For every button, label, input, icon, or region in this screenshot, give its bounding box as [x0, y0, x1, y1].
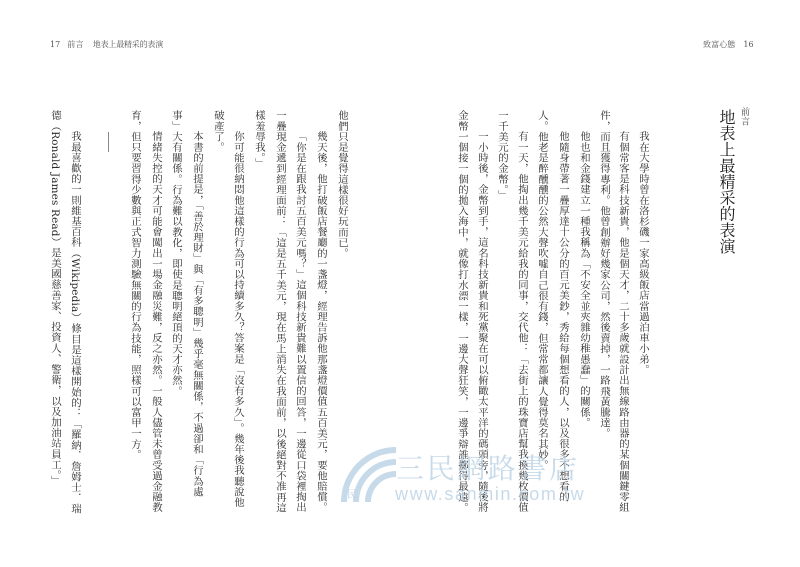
- chapter-title: 地表上最精采的表演: [717, 109, 736, 254]
- left-running-head: [50, 40, 163, 50]
- text-column: 有個常客是科技新貴，他是個天才，二十多歲就設計出無線路由器的某個關鍵零組: [617, 131, 629, 513]
- text-column: 本書的前提是，「善於理財」與「有多聰明」幾乎毫無關係，不過卻和「行為處: [191, 131, 203, 497]
- text-column: 我最喜歡的一則維基百科（Wikipedia）條目是這樣開始的：「羅納．詹姆士．瑞: [69, 131, 81, 514]
- text-column: 金幣一個接一個的拋入海中，就像打水漂一樣，一邊大聲狂笑，一邊爭辯誰擲得最遠。: [456, 110, 468, 513]
- text-column: 幾天後，他打破飯店餐廳的一盞燈，經理告訴他那盞燈價值五百美元，要他賠償。: [315, 131, 327, 513]
- watermark-store-name: 三民網路書店: [396, 452, 580, 485]
- text-column: 情緒失控的天才可能會闖出一場金融災難，反之亦然。一般人儘管未曾受過金融教: [150, 131, 162, 513]
- right-header-book-title: 致富心態: [703, 40, 736, 49]
- watermark-logo-char: 民: [347, 490, 357, 501]
- text-column: 我在大學時曾在洛杉磯一家高級飯店當過泊車小弟。: [637, 131, 649, 375]
- text-column: 有一天，他掏出幾千美元給我的同事，交代他：「去街上的珠寶店幫我換幾枚價值: [516, 131, 528, 513]
- text-column: 德（Ronald James Read）是美國慈善家、投資人、警衛，以及加油站員工。」: [49, 110, 61, 486]
- chapter-label: 前言: [739, 107, 749, 126]
- text-column: 「你是在跟我討五百美元嗎？」這個科技新貴難以置信的回答，一邊從口袋裡掏出: [294, 131, 306, 513]
- text-column: 你可能很納悶他這樣的行為可以持續多久？答案是「沒有多久」。幾年後我聽說他: [232, 131, 244, 508]
- text-column: 破產了。: [212, 110, 224, 153]
- text-column: 他也和金錢建立一種我稱為「不安全並夾雜幼稚愚蠢」的關係。: [578, 131, 590, 428]
- text-column: 一千美元的金幣。」: [496, 110, 508, 201]
- text-column: 他們只是覺得這樣很好玩而已。: [336, 110, 348, 259]
- text-column: 育，但只要習得少數與正式智力測驗無關的行為技能，照樣可以富甲一方。: [129, 110, 141, 460]
- watermark-url: www.sanmin.com.tw: [395, 484, 586, 504]
- right-page-number: 16: [743, 40, 754, 49]
- left-page-number: 17: [50, 40, 61, 49]
- left-header-chapter-title: 地表上最精采的表演: [92, 40, 163, 49]
- text-column: 一小時後，金幣到手，這名科技新貴和死黨聚在可以俯瞰太平洋的碼頭旁，隨後將: [476, 131, 488, 513]
- right-running-head: [703, 40, 754, 50]
- section-break-rule: [108, 132, 109, 152]
- text-column: 事」大有關係。行為難以教化，即使是聰明絕頂的天才亦然。: [170, 110, 182, 397]
- text-column: 樣羞辱我。」: [253, 110, 265, 169]
- text-column: 件，而且獲得專利。他曾創辦好幾家公司，然後賣掉，一路飛黃騰達。: [598, 110, 610, 439]
- text-column: 一疊現金遞到經理面前：「這是五千美元，現在馬上消失在我面前，以後絕對不准再這: [274, 110, 286, 513]
- left-header-section: 前言: [67, 40, 84, 49]
- text-column: 他隨身帶著一疊厚達十公分的百元美鈔，秀給每個想看的人，以及很多不想看的: [557, 131, 569, 502]
- text-column: 人。他老是醉醺醺的公然大聲吹噓自己很有錢，但常常都讓人覺得莫名其妙。: [536, 110, 548, 471]
